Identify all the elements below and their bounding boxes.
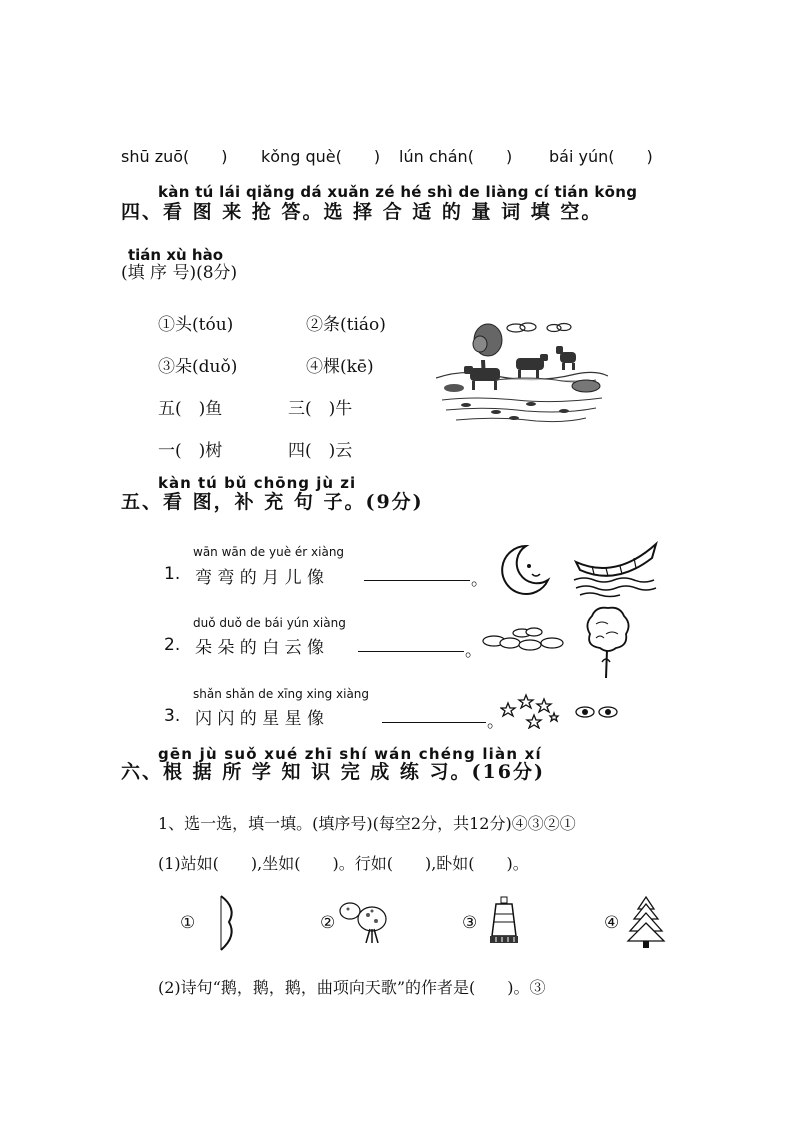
pinyin-item: shū zuō( ) (121, 147, 228, 166)
section4-sub-pinyin: tián xù hào (128, 246, 224, 264)
blank-cow[interactable]: 三( )牛 (288, 399, 353, 419)
bell-icon (488, 896, 520, 946)
sentence-2-num: 2. (164, 635, 181, 655)
section4-pinyin: kàn tú lái qiǎng dá xuǎn zé hé shì de liàng cí tián kōng (158, 183, 638, 201)
pinyin-item: bái yún( ) (549, 147, 653, 166)
pasture-illustration (436, 318, 608, 428)
question-1-2[interactable]: (2)诗句“鹅，鹅，鹅，曲项向天歌”的作者是( )。③ (158, 978, 546, 997)
sentence-1-pinyin: wān wān de yuè ér xiàng (193, 545, 345, 559)
pinyin-item: kǒng què( ) (261, 147, 381, 166)
sentence-3-text: 闪 闪 的 星 星 像 (195, 709, 325, 729)
sentence-3-pinyin: shǎn shǎn de xīng xing xiàng (193, 687, 370, 701)
cotton-candy-icon (582, 604, 632, 680)
moon-icon (496, 542, 552, 598)
section5-title: 五、看 图，补 充 句 子。(9分) (121, 491, 424, 513)
section5-pinyin: kàn tú bǔ chōng jù zi (158, 474, 357, 492)
sentence-3-end: 。 (487, 712, 504, 732)
blank-cloud[interactable]: 四( )云 (288, 441, 353, 461)
option-2: ②条(tiáo) (306, 315, 386, 335)
option-4: ④棵(kē) (306, 357, 374, 377)
blank-tree[interactable]: 一( )树 (158, 441, 223, 461)
icon-label-4: ④ (604, 913, 620, 933)
sentence-2-pinyin: duǒ duǒ de bái yún xiàng (193, 616, 346, 630)
section6-title: 六、根 据 所 学 知 识 完 成 练 习。(16分) (121, 761, 545, 783)
pine-tree-icon (626, 895, 666, 949)
stars-icon (500, 693, 562, 729)
sentence-2-text: 朵 朵 的 白 云 像 (195, 638, 325, 658)
sentence-1-text: 弯 弯 的 月 儿 像 (195, 568, 325, 588)
pinyin-item: lún chán( ) (399, 147, 513, 166)
bell-tree-icon (336, 899, 392, 943)
sentence-2-blank[interactable] (358, 637, 464, 652)
icon-label-3: ③ (462, 913, 478, 933)
question-1: 1、选一选，填一填。(填序号)(每空2分，共12分)④③②① (158, 814, 576, 833)
icon-label-2: ② (320, 913, 336, 933)
boat-icon (572, 540, 660, 598)
sentence-1-num: 1. (164, 564, 181, 584)
sentence-1-blank[interactable] (364, 566, 470, 581)
clouds-icon (480, 625, 572, 657)
blank-fish[interactable]: 五( )鱼 (158, 399, 223, 419)
sentence-3-blank[interactable] (382, 708, 486, 723)
bow-icon (215, 894, 239, 952)
sentence-2-end: 。 (465, 641, 482, 661)
icon-label-1: ① (180, 913, 196, 933)
sentence-1-end: 。 (471, 570, 488, 590)
section4-title: 四、看 图 来 抢 答。选 择 合 适 的 量 词 填 空。 (121, 201, 603, 223)
option-1: ①头(tóu) (158, 315, 234, 335)
section6-pinyin: gēn jù suǒ xué zhī shí wán chéng liàn xí (158, 745, 542, 763)
option-3: ③朵(duǒ) (158, 357, 238, 377)
section4-sub-title: (填 序 号)(8分) (121, 263, 238, 283)
question-1-1[interactable]: (1)站如( ),坐如( )。行如( ),卧如( )。 (158, 854, 529, 873)
sentence-3-num: 3. (164, 706, 181, 726)
eyes-icon (574, 704, 620, 720)
